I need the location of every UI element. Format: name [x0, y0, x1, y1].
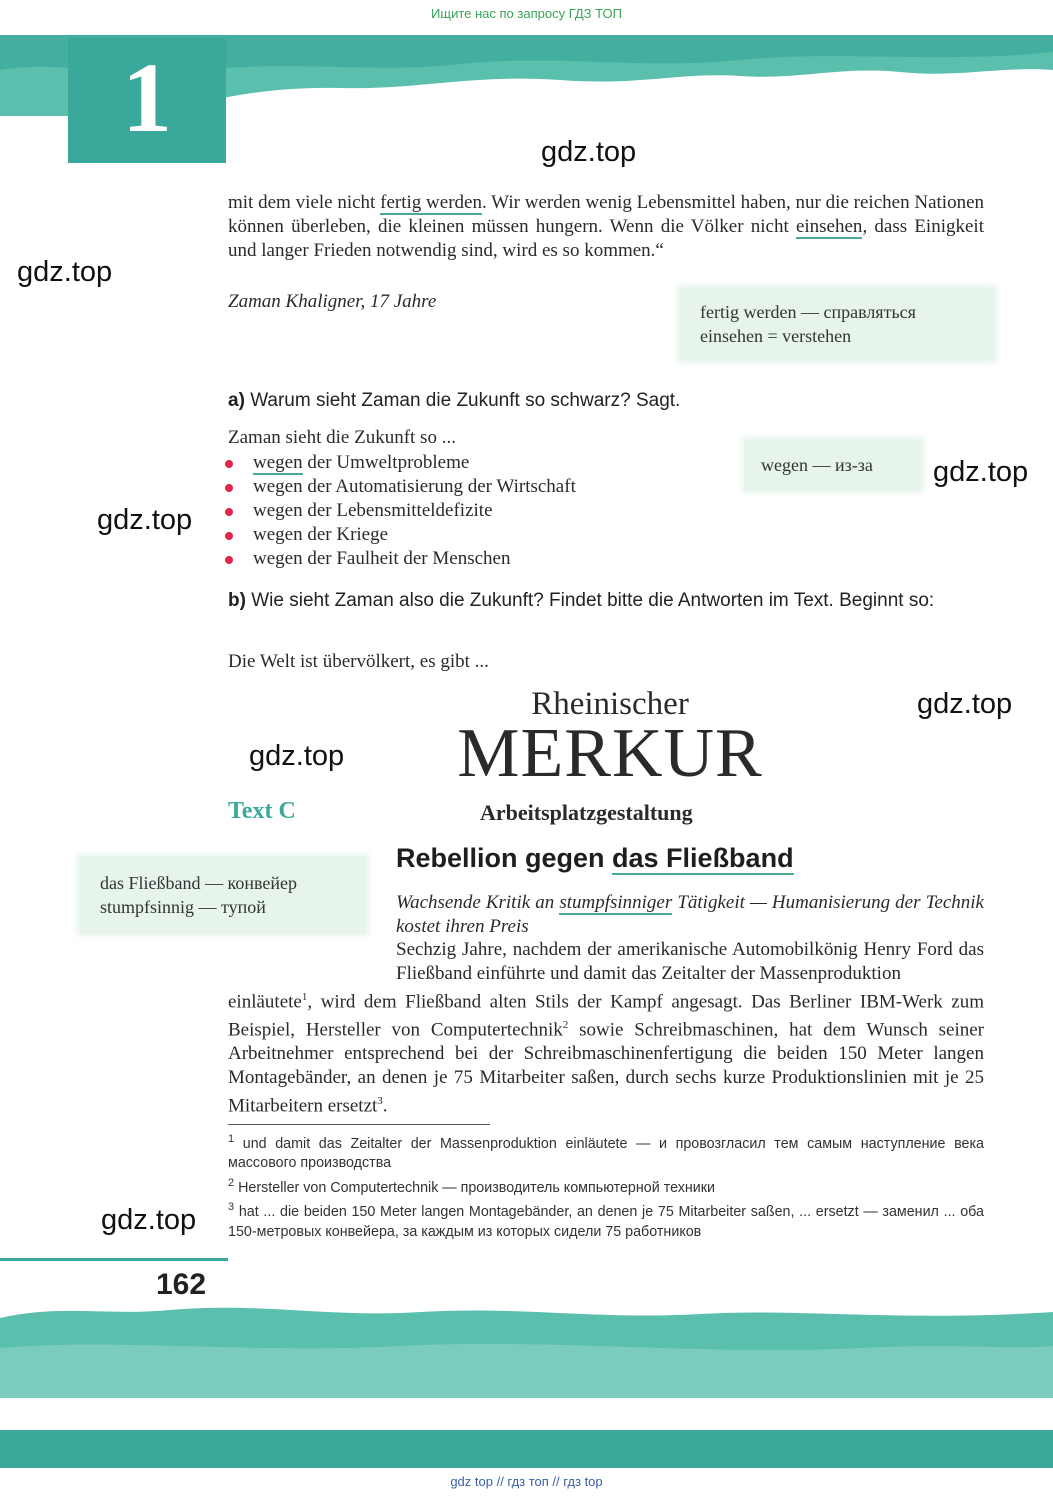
- footnote-separator: [228, 1124, 490, 1125]
- footnote-ref: 3: [377, 1094, 383, 1107]
- footnote: $^3$ hat ... die beiden 150 Meter langen Montagebänder, an denen je 75 Mitarbeiter saßen, ... ersetzt — заменил ... оба 150-метровых конвейера, за каждым из которых сидели 75 работников: [228, 1201, 984, 1240]
- bottom-wave-band: [0, 1298, 1053, 1468]
- article-body: einläutete$^1$, wird dem Fließband alten Stils der Kampf angesagt. Das Berliner IBM-Werk zum Beispiel, Hersteller von Computertechnik$^2$ sowie Schreibmaschinen, hat dem Wunsch seiner Arbeitnehmer entsprechend bei der Schreibmaschinenfertigung die beiden 150 Meter langen Montagebänder, an denen je 75 Mitarbeiter saßen, durch sechs kurze Produktionslinien mit je 25 Mitarbeitern ersetzt$^3$.: [228, 991, 984, 1117]
- reasons-list: [225, 451, 685, 571]
- author-signature: Zaman Khaligner, 17 Jahre: [228, 291, 437, 312]
- continuation-paragraph: mit dem viele nicht fertig werden. Wir werden wenig Lebensmittel haben, nur die reichen Nationen können überleben, die kleinen müssen hungern. Wenn die Völker nicht einsehen, dass Einigkeit und langer Frieden notwendig sind, wird es so kommen.“: [228, 192, 985, 261]
- watermark: gdz.top: [249, 740, 345, 772]
- page-number-rule: [0, 1258, 228, 1261]
- watermark: gdz.top: [541, 136, 637, 168]
- vocab-underline: wegen: [253, 452, 303, 473]
- gloss-line: das Fließband — конвейер: [100, 873, 297, 893]
- top-search-note: Ищите нас по запросу ГДЗ ТОП: [431, 6, 622, 21]
- bottom-note: gdz top // гдз топ // гдз top: [450, 1474, 603, 1489]
- watermark: gdz.top: [101, 1204, 197, 1236]
- task-a: a) Warum sieht Zaman die Zukunft so schwarz? Sagt.: [228, 390, 681, 411]
- logo-line: MERKUR: [457, 715, 763, 792]
- list-item: wegen der Faulheit der Menschen: [225, 547, 685, 571]
- gloss-line: einsehen = verstehen: [700, 326, 852, 346]
- watermark: gdz.top: [17, 256, 113, 288]
- glossary-box: [80, 857, 366, 933]
- watermark: gdz.top: [97, 504, 193, 536]
- list-item: wegen der Umweltprobleme: [225, 451, 685, 475]
- glossary-box: [680, 288, 994, 360]
- article-subtitle: Wachsende Kritik an stumpfsinniger Tätigkeit — Humanisierung der Technik kostet ihren Preis: [396, 892, 984, 937]
- footnote: $^2$ Hersteller von Computertechnik — производитель компьютерной техники: [228, 1176, 715, 1196]
- article-lead: Sechzig Jahre, nachdem der amerikanische Automobilkönig Henry Ford das Fließband einführte und damit das Zeitalter der Massenproduktion: [396, 939, 984, 984]
- footnote-ref: 1: [301, 991, 308, 1003]
- vocab-underline: einsehen: [795, 215, 863, 237]
- vocab-underline: stumpfsinniger: [559, 892, 673, 913]
- gloss-line: stumpfsinnig — тупой: [100, 897, 266, 917]
- list-item: wegen der Lebensmitteldefizite: [225, 499, 685, 523]
- vocab-underline: das Fließband: [612, 843, 794, 873]
- text-label: Text C: [228, 798, 296, 824]
- task-b: b) Wie sieht Zaman also die Zukunft? Findet bitte die Antworten im Text. Beginnt so:: [228, 590, 935, 611]
- task-label: b): [228, 590, 246, 611]
- glossary-box: wegen — из-за: [745, 440, 921, 490]
- rheinischer-merkur-logo: [440, 686, 780, 792]
- task-label: a): [228, 390, 245, 411]
- article-topic: Arbeitsplatzgestaltung: [480, 800, 693, 825]
- gloss-line: fertig werden — справляться: [700, 302, 916, 322]
- answer-intro: Zaman sieht die Zukunft so ...: [228, 427, 456, 448]
- list-item: wegen der Automatisierung der Wirtschaft: [225, 475, 685, 499]
- watermark: gdz.top: [917, 688, 1013, 720]
- watermark: gdz.top: [933, 456, 1029, 488]
- footnote: $^1$ und damit das Zeitalter der Massenproduktion einläutete — и провозгласил тем самым наступление века массового производства: [228, 1133, 984, 1172]
- page-number: 162: [156, 1268, 207, 1301]
- article-title: Rebellion gegen das Fließband: [396, 843, 794, 873]
- list-item: wegen der Kriege: [225, 523, 685, 547]
- vocab-underline: fertig werden: [380, 192, 482, 213]
- task-b-start: Die Welt ist übervölkert, es gibt ...: [228, 651, 489, 672]
- chapter-number-box: 1: [68, 38, 226, 163]
- footnote-ref: 2: [562, 1019, 569, 1032]
- footnotes: [228, 1130, 984, 1242]
- logo-line: Rheinischer: [531, 686, 689, 722]
